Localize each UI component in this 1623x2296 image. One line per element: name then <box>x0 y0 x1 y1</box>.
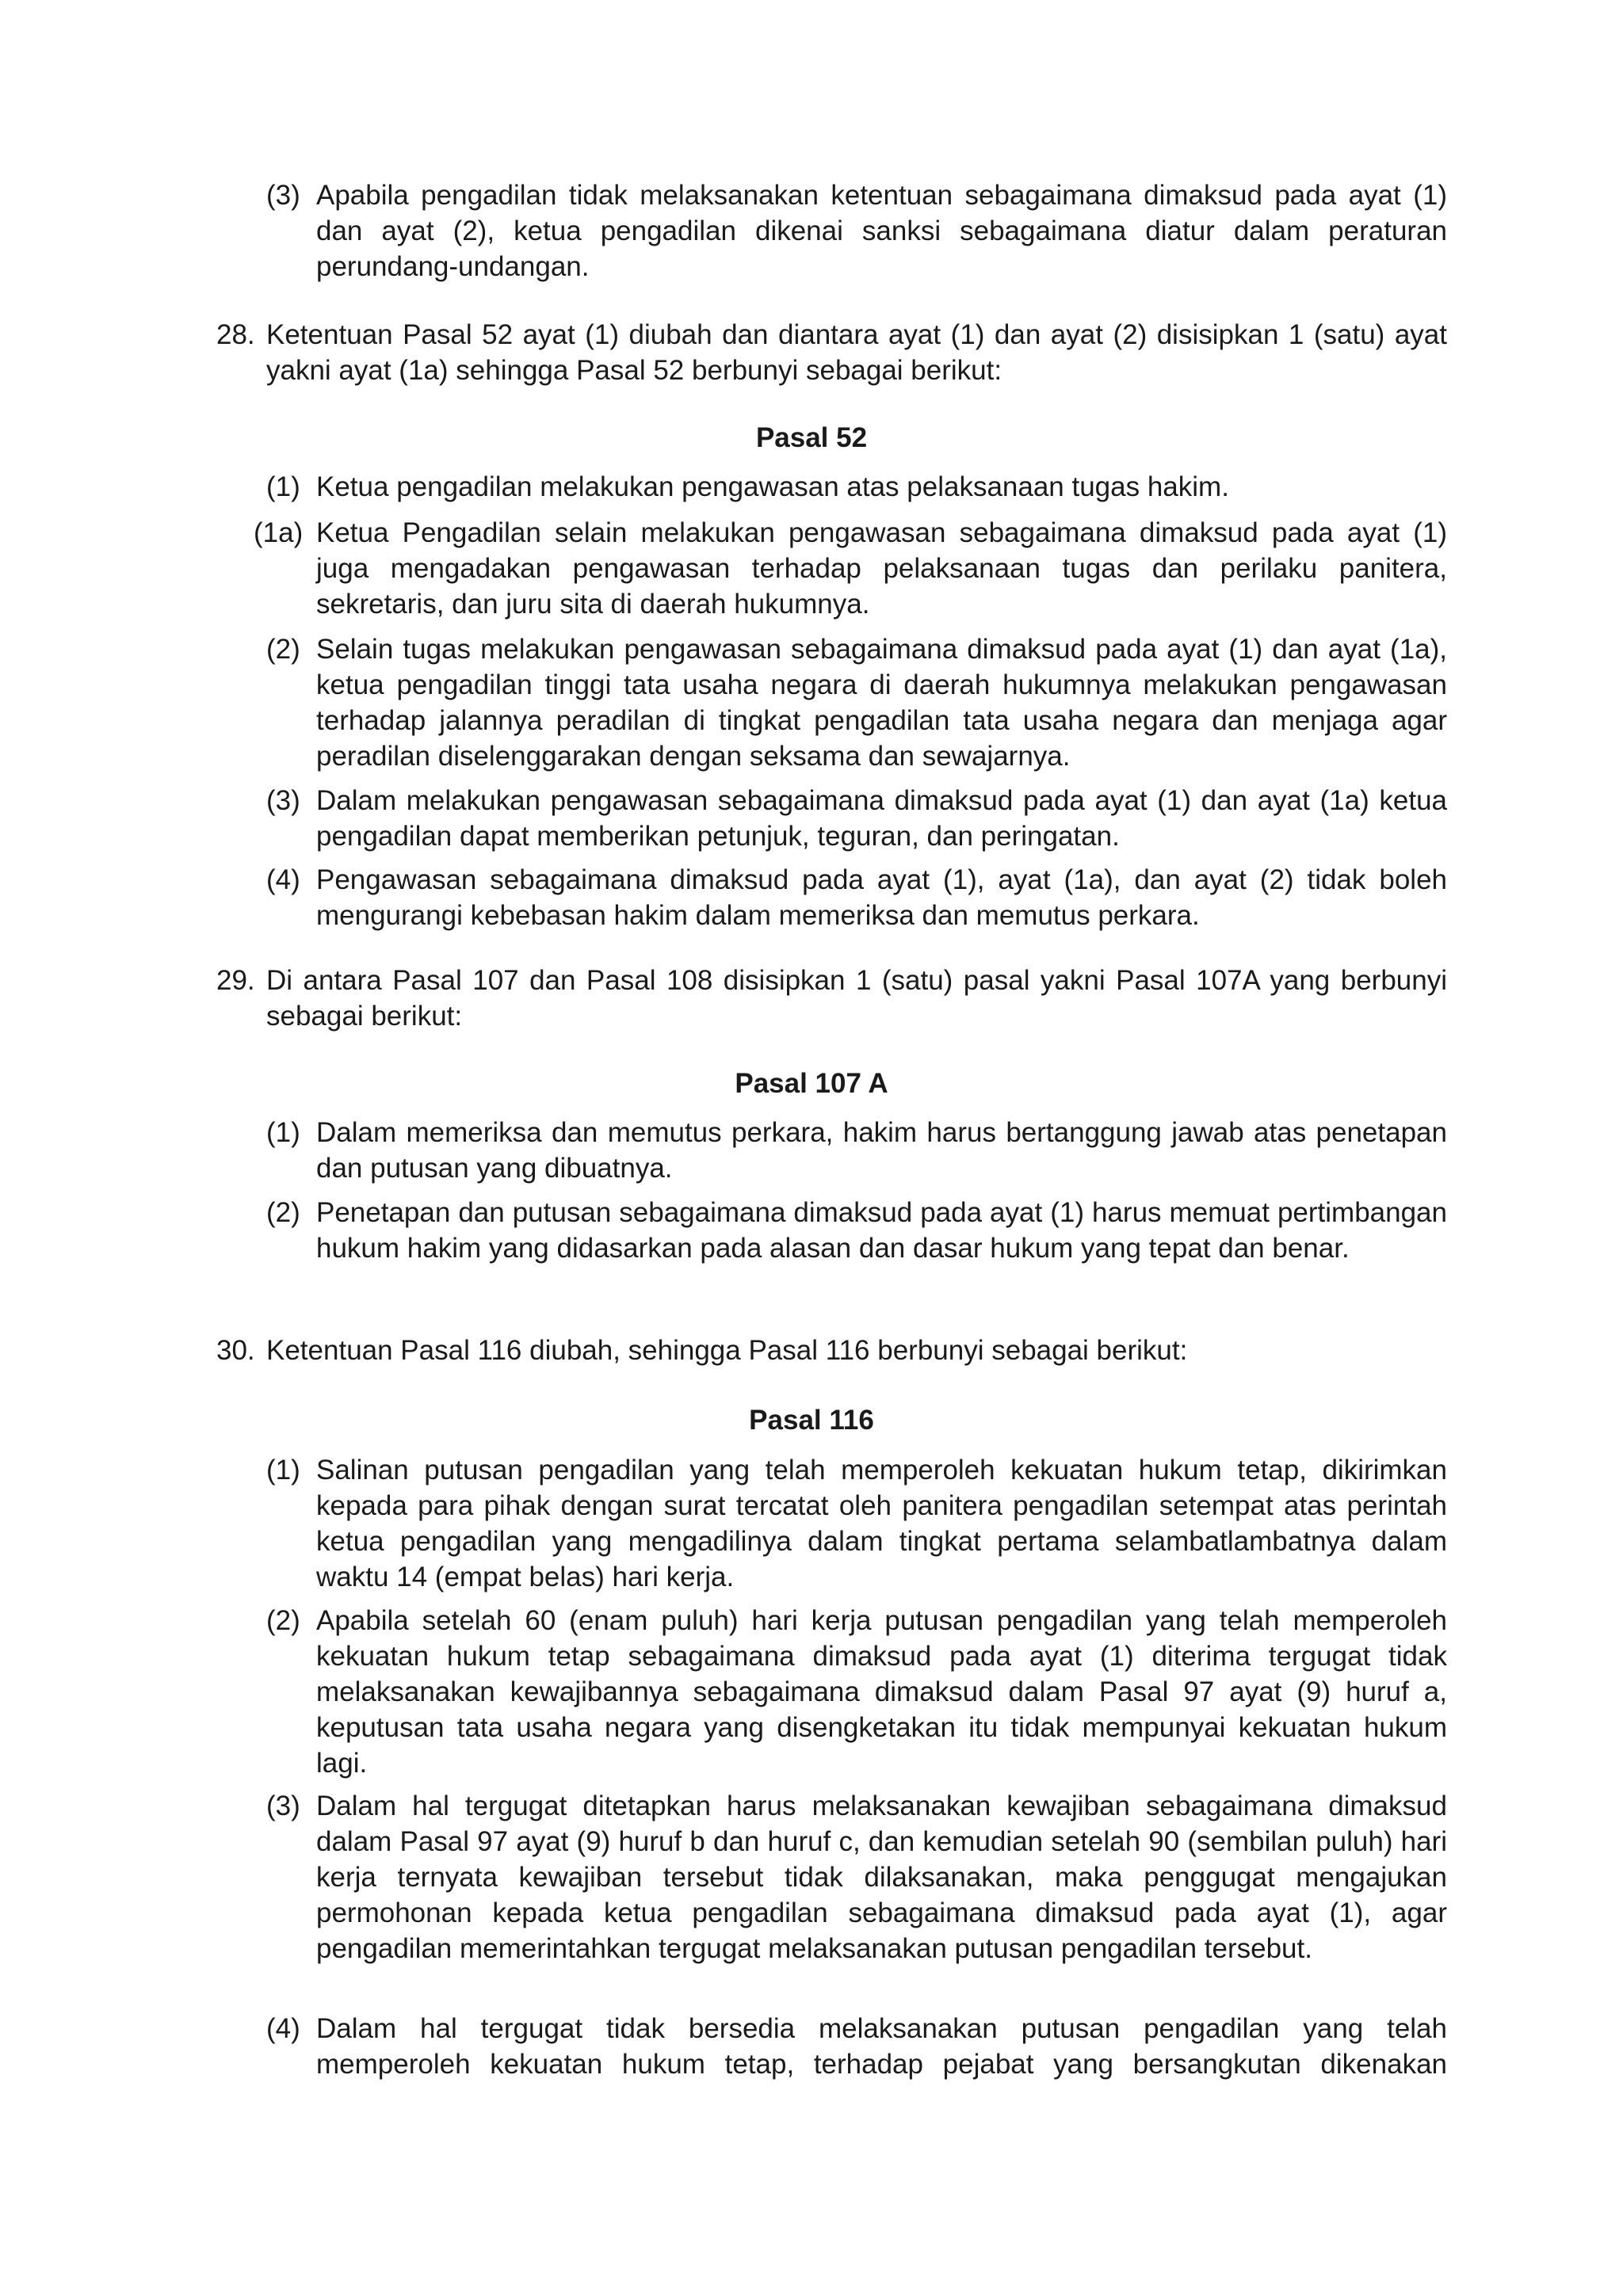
ayat-text: Dalam hal tergugat tidak bersedia melaksanakan putusan pengadilan yang telah memperoleh kekuatan hukum tetap, terhadap pejabat yang bersangkutan dikenakan <box>316 2013 1447 2080</box>
item-text: Ketentuan Pasal 116 diubah, sehingga Pasal 116 berbunyi sebagai berikut: <box>266 1335 1188 1366</box>
pasal-116-heading: Pasal 116 <box>749 1405 874 1436</box>
ayat-text: Apabila setelah 60 (enam puluh) hari kerja putusan pengadilan yang telah memperoleh kekuatan hukum tetap sebagaimana dimaksud pada ayat (1) diterima tergugat tidak melaksanakan kewajibannya sebagaimana dimaksud dalam Pasal 97 ayat (9) huruf a, keputusan tata usaha negara yang disengketakan itu tidak mempunyai kekuatan hukum lagi. <box>316 1605 1447 1779</box>
ayat-text: Pengawasan sebagaimana dimaksud pada ayat (1), ayat (1a), dan ayat (2) tidak boleh mengurangi kebebasan hakim dalam memeriksa dan memutus perkara. <box>316 864 1447 931</box>
ayat-number: (2) <box>266 1197 300 1228</box>
pasal-107a-heading: Pasal 107 A <box>735 1068 888 1099</box>
ayat-text: Salinan putusan pengadilan yang telah memperoleh kekuatan hukum tetap, dikirimkan kepada para pihak dengan surat tercatat oleh panitera pengadilan setempat atas perintah ketua pengadilan yang mengadilinya dalam tingkat pertama selambatlambatnya dalam waktu 14 (empat belas) hari kerja. <box>316 1455 1447 1592</box>
ayat-text: Penetapan dan putusan sebagaimana dimaksud pada ayat (1) harus memuat pertimbangan hukum hakim yang didasarkan pada alasan dan dasar hukum yang tepat dan benar. <box>316 1197 1447 1264</box>
ayat-number: (1) <box>266 1117 300 1148</box>
ayat-number: (1) <box>266 1455 300 1486</box>
pasal-52-heading: Pasal 52 <box>755 422 868 453</box>
ayat-number: (4) <box>266 864 300 895</box>
ayat-number: (2) <box>266 1605 300 1636</box>
item-number: 29. <box>216 965 255 996</box>
ayat-number: (2) <box>266 634 300 665</box>
ayat-text: Dalam memeriksa dan memutus perkara, hakim harus bertanggung jawab atas penetapan dan putusan yang dibuatnya. <box>316 1117 1447 1184</box>
ayat-number: (3) <box>266 180 300 211</box>
ayat-text: Ketua pengadilan melakukan pengawasan atas pelaksanaan tugas hakim. <box>316 471 1229 502</box>
ayat-text: Ketua Pengadilan selain melakukan pengawasan sebagaimana dimaksud pada ayat (1) juga mengadakan pengawasan terhadap pelaksanaan tugas dan perilaku panitera, sekretaris, dan juru sita di daerah hukumnya. <box>316 517 1447 620</box>
item-number: 30. <box>216 1335 255 1366</box>
item-number: 28. <box>216 319 255 350</box>
ayat-number: (4) <box>266 2013 300 2044</box>
ayat-number: (3) <box>266 785 300 816</box>
item-text: Ketentuan Pasal 52 ayat (1) diubah dan diantara ayat (1) dan ayat (2) disisipkan 1 (satu) ayat yakni ayat (1a) sehingga Pasal 52 berbunyi sebagai berikut: <box>266 319 1447 386</box>
ayat-text: Selain tugas melakukan pengawasan sebagaimana dimaksud pada ayat (1) dan ayat (1a), ketua pengadilan tinggi tata usaha negara di daerah hukumnya melakukan pengawasan terhadap jalannya peradilan di tingkat pengadilan tata usaha negara dan menjaga agar peradilan diselenggarakan dengan seksama dan sewajarnya. <box>316 634 1447 772</box>
ayat-number: (3) <box>266 1791 300 1821</box>
ayat-number: (1a) <box>254 517 304 548</box>
ayat-text: Dalam hal tergugat ditetapkan harus melaksanakan kewajiban sebagaimana dimaksud dalam Pasal 97 ayat (9) huruf b dan huruf c, dan kemudian setelah 90 (sembilan puluh) hari kerja ternyata kewajiban tersebut tidak dilaksanakan, maka penggugat mengajukan permohonan kepada ketua pengadilan sebagaimana dimaksud pada ayat (1), agar pengadilan memerintahkan tergugat melaksanakan putusan pengadilan tersebut. <box>316 1791 1447 1964</box>
ayat-text: Dalam melakukan pengawasan sebagaimana dimaksud pada ayat (1) dan ayat (1a) ketua pengadilan dapat memberikan petunjuk, teguran, dan peringatan. <box>316 785 1447 852</box>
ayat-number: (1) <box>266 471 300 502</box>
item-text: Di antara Pasal 107 dan Pasal 108 disisipkan 1 (satu) pasal yakni Pasal 107A yang berbunyi sebagai berikut: <box>266 965 1447 1032</box>
ayat-text: Apabila pengadilan tidak melaksanakan ketentuan sebagaimana dimaksud pada ayat (1) dan ayat (2), ketua pengadilan dikenai sanksi sebagaimana diatur dalam peraturan perundang-undangan. <box>316 180 1447 282</box>
